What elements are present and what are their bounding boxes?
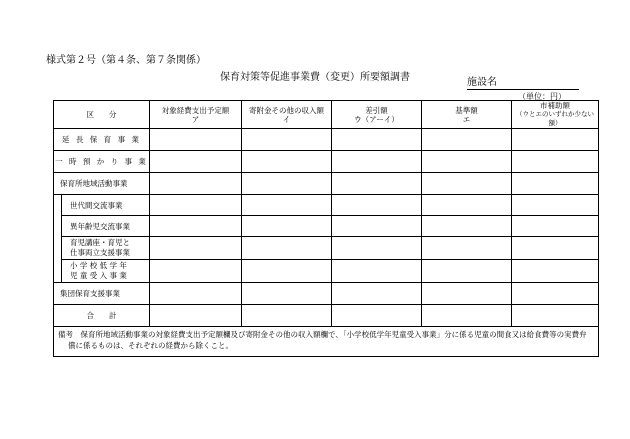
cell-input[interactable] xyxy=(242,129,332,151)
cell-input[interactable] xyxy=(422,216,512,237)
cell-input[interactable] xyxy=(332,129,422,151)
form-number: 様式第２号（第４条、第７条関係） xyxy=(46,55,206,66)
cell-input[interactable] xyxy=(150,195,242,216)
cell-input[interactable] xyxy=(332,195,422,216)
cell-input[interactable] xyxy=(150,151,242,173)
header-category xyxy=(54,101,150,129)
cell-input[interactable] xyxy=(512,151,599,173)
cell-input[interactable] xyxy=(512,305,599,327)
cell-input[interactable] xyxy=(422,195,512,216)
cell-input[interactable] xyxy=(512,173,599,195)
cell-input[interactable] xyxy=(422,305,512,327)
header-city-subsidy xyxy=(512,101,599,129)
remarks-note xyxy=(54,327,599,357)
cell-input[interactable] xyxy=(512,283,599,305)
indent-spacer xyxy=(54,237,62,260)
table-row xyxy=(54,260,599,283)
row-label-extended-care: 延 長 保 育 事 業 xyxy=(54,129,150,151)
cell-input[interactable] xyxy=(422,151,512,173)
cell-input[interactable] xyxy=(150,173,242,195)
header-difference-label: 差引額 xyxy=(365,105,388,115)
cell-input[interactable] xyxy=(242,173,332,195)
header-planned-expenditure-code: ア xyxy=(191,114,200,124)
header-category-label: 区 分 xyxy=(86,110,117,119)
table-row xyxy=(54,195,599,216)
cell-input[interactable] xyxy=(332,216,422,237)
remarks-note-text: 備考 保育所地域活動事業の対象経費支出予定額欄及び寄附金その他の収入額欄で、「小学校低学年児童受入事業」分に係る児童の間食又は給食費等の実費弁償に係るものは、それぞれの経費から除くこと。 xyxy=(58,330,587,350)
cell-input[interactable] xyxy=(242,151,332,173)
cell-input[interactable] xyxy=(242,260,332,283)
cell-input[interactable] xyxy=(150,283,242,305)
header-donation-income-code: イ xyxy=(282,114,291,124)
header-donation-income xyxy=(242,101,332,129)
header-planned-expenditure xyxy=(150,101,242,129)
cell-input[interactable] xyxy=(242,305,332,327)
cell-input[interactable] xyxy=(332,283,422,305)
table-header-row xyxy=(54,101,599,129)
row-label-parenting xyxy=(62,237,150,260)
cell-input[interactable] xyxy=(150,129,242,151)
row-label-school-children-line1: 小 学 校 低 学 年 xyxy=(70,261,127,270)
cell-input[interactable] xyxy=(512,129,599,151)
cell-input[interactable] xyxy=(150,237,242,260)
cell-input[interactable] xyxy=(150,216,242,237)
budget-table xyxy=(53,100,599,357)
table-row-total xyxy=(54,305,599,327)
cell-input[interactable] xyxy=(422,237,512,260)
row-label-parenting-line2: 仕事両立支援事業 xyxy=(70,248,130,257)
cell-input[interactable] xyxy=(512,195,599,216)
cell-input[interactable] xyxy=(150,305,242,327)
cell-input[interactable] xyxy=(422,260,512,283)
table-row xyxy=(54,216,599,237)
table-row xyxy=(54,151,599,173)
header-standard-amount-code: エ xyxy=(462,114,471,124)
cell-input[interactable] xyxy=(512,216,599,237)
cell-input[interactable] xyxy=(242,237,332,260)
indent-spacer xyxy=(54,260,62,283)
header-difference xyxy=(332,101,422,129)
row-label-intergenerational: 世代間交流事業 xyxy=(62,195,150,216)
cell-input[interactable] xyxy=(242,195,332,216)
header-standard-amount-label: 基準額 xyxy=(455,105,478,115)
cell-input[interactable] xyxy=(422,129,512,151)
header-donation-income-label: 寄附金その他の収入額 xyxy=(249,105,324,115)
cell-input[interactable] xyxy=(150,260,242,283)
header-standard-amount xyxy=(422,101,512,129)
row-label-different-age: 異年齢児交流事業 xyxy=(62,216,150,237)
cell-input[interactable] xyxy=(332,151,422,173)
indent-spacer xyxy=(54,195,62,216)
table-note-row xyxy=(54,327,599,357)
header-city-subsidy-note: （ウとエのいずれか少ない額） xyxy=(516,110,594,127)
table-row xyxy=(54,173,599,195)
cell-input[interactable] xyxy=(242,216,332,237)
cell-input[interactable] xyxy=(422,173,512,195)
row-label-school-children-line2: 児 童 受 入 事 業 xyxy=(70,271,127,280)
header-difference-code: ウ（アーイ） xyxy=(354,114,399,124)
cell-input[interactable] xyxy=(512,237,599,260)
indent-spacer xyxy=(54,216,62,237)
header-planned-expenditure-label: 対象経費支出予定額 xyxy=(161,105,230,115)
cell-input[interactable] xyxy=(512,260,599,283)
table-row xyxy=(54,129,599,151)
cell-input[interactable] xyxy=(332,173,422,195)
row-label-group-support: 集団保育支援事業 xyxy=(54,283,150,305)
table-row xyxy=(54,283,599,305)
cell-input[interactable] xyxy=(242,283,332,305)
facility-name-field[interactable]: 施設名 xyxy=(467,77,579,90)
row-label-school-children xyxy=(62,260,150,283)
row-label-total: 合 計 xyxy=(54,305,150,327)
header-city-subsidy-label: 市補助額 xyxy=(540,101,570,110)
unit-label: （単位：円） xyxy=(518,92,566,101)
row-label-community-activity: 保育所地域活動事業 xyxy=(54,173,150,195)
cell-input[interactable] xyxy=(422,283,512,305)
cell-input[interactable] xyxy=(332,237,422,260)
cell-input[interactable] xyxy=(332,260,422,283)
document-title: 保育対策等促進事業費（変更）所要額調書 xyxy=(220,72,410,83)
cell-input[interactable] xyxy=(332,305,422,327)
row-label-temporary-care: 一 時 預 か り 事 業 xyxy=(54,151,150,173)
table-row xyxy=(54,237,599,260)
row-label-parenting-line1: 育児講座・育児と xyxy=(70,238,130,247)
